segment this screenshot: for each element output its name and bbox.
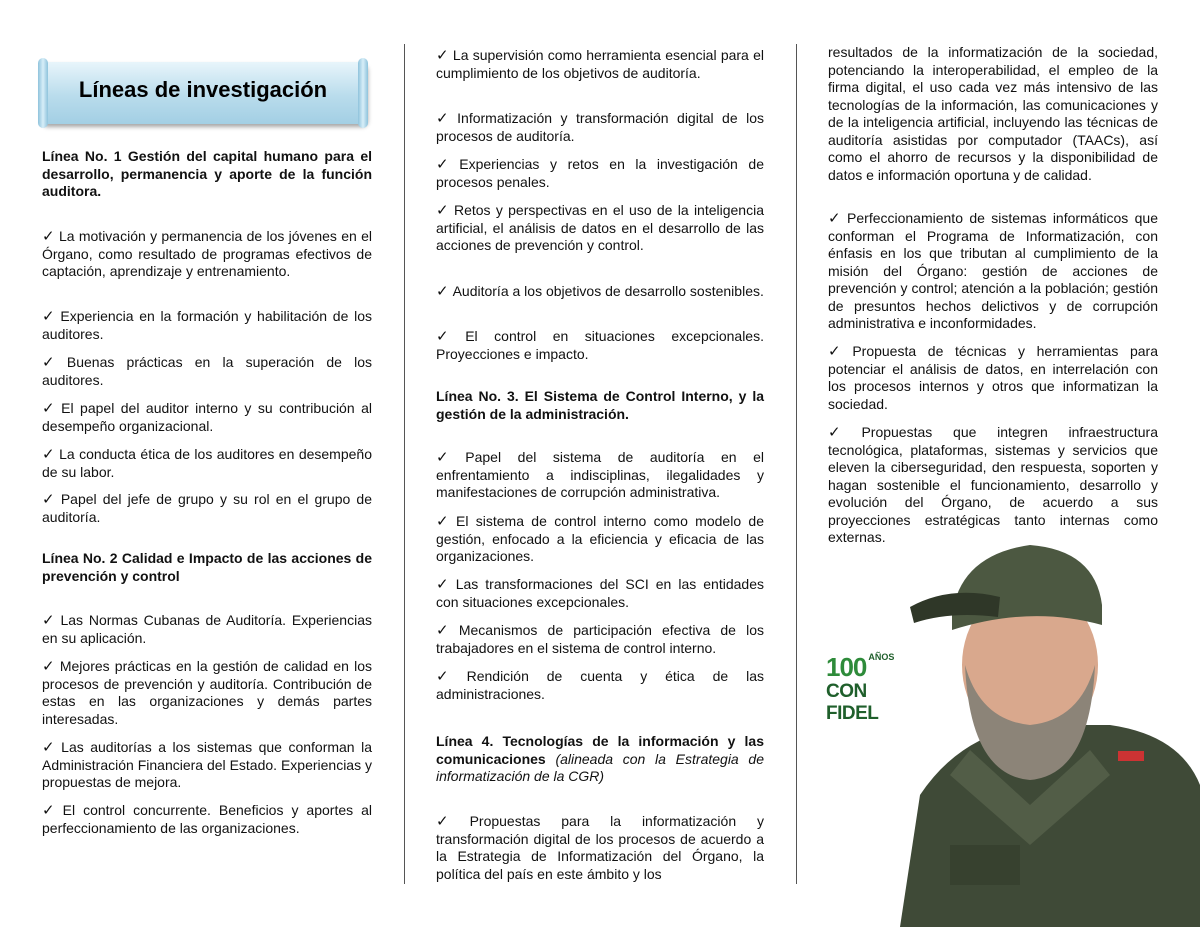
check-icon: ✓ [436, 622, 455, 639]
list-item: ✓ Auditoría a los objetivos de desarrollo sostenibles. [436, 283, 764, 300]
check-icon: ✓ [436, 513, 452, 530]
heading-linea-4: Línea 4. Tecnologías de la información y las comunicaciones (alineada con la Estrategia de informatización de la CGR) [436, 733, 765, 784]
column-divider-2 [796, 44, 797, 884]
list-item: ✓ Propuestas que integren infraestructura tecnológica, plataformas, sistemas y servicios que eleven la ciberseguridad, den respuesta, soporten y hagan sostenible el funcionamiento, desarrollo y evolución del Órgano, de acuerdo a sus proyecciones estratégicas tanto internas como externas. [828, 424, 1158, 545]
list-item: ✓ Informatización y transformación digital de los procesos de auditoría. [436, 110, 764, 144]
list-item: ✓ Retos y perspectivas en el uso de la inteligencia artificial, el análisis de datos en el desarrollo de las acciones de prevención y control. [436, 202, 764, 253]
list-item: ✓ Propuesta de técnicas y herramientas para potenciar el análisis de datos, en interrelación con los procesos internos y otros que informatizan la sociedad. [828, 343, 1158, 412]
check-icon: ✓ [42, 802, 59, 819]
uniform-pocket [950, 845, 1020, 885]
heading-linea-1: Línea No. 1 Gestión del capital humano para el desarrollo, permanencia y aporte de la función auditora. [42, 148, 372, 199]
logo-anos: AÑOS [868, 652, 895, 662]
list-item: ✓ Rendición de cuenta y ética de las administraciones. [436, 668, 764, 702]
check-icon: ✓ [436, 813, 466, 830]
check-icon: ✓ [436, 668, 463, 685]
check-icon: ✓ [42, 228, 55, 245]
check-icon: ✓ [436, 202, 450, 219]
check-icon: ✓ [436, 156, 456, 173]
portrait-photo [880, 545, 1200, 927]
epaulette-badge [1118, 751, 1144, 761]
check-icon: ✓ [436, 110, 454, 127]
list-item: ✓ Perfeccionamiento de sistemas informáticos que conforman el Programa de Informatización, con énfasis en los que tributan al cumplimiento de la misión del Órgano: gestión de acciones de prevención y control; atención a la población; gestión de presuntos hechos delictivos y de corrupción administrativa e inconformidades. [828, 210, 1158, 331]
check-icon: ✓ [42, 491, 57, 508]
check-icon: ✓ [42, 658, 56, 675]
check-icon: ✓ [436, 328, 462, 345]
list-item: ✓ El control concurrente. Beneficios y aportes al perfeccionamiento de las organizaciones. [42, 802, 372, 836]
logo-number: 100 [826, 652, 867, 682]
check-icon: ✓ [436, 283, 449, 300]
logo-con-fidel: CON FIDEL [826, 681, 879, 724]
list-item: ✓ Buenas prácticas en la superación de los auditores. [42, 354, 372, 388]
heading-linea-2: Línea No. 2 Calidad e Impacto de las acciones de prevención y control [42, 550, 372, 584]
list-item: ✓ Papel del jefe de grupo y su rol en el grupo de auditoría. [42, 491, 372, 525]
list-item: ✓ La conducta ética de los auditores en desempeño de su labor. [42, 446, 372, 480]
heading-linea-3: Línea No. 3. El Sistema de Control Interno, y la gestión de la administración. [436, 388, 764, 422]
list-item: ✓ El papel del auditor interno y su contribución al desempeño organizacional. [42, 400, 372, 434]
check-icon: ✓ [436, 449, 462, 466]
page-title: Líneas de investigación [78, 77, 328, 102]
list-item: ✓ Papel del sistema de auditoría en el enfrentamiento a indisciplinas, ilegalidades y manifestaciones de corrupción administrativa. [436, 449, 764, 500]
list-item: ✓ Las auditorías a los sistemas que conforman la Administración Financiera del Estado. Experiencias y propuestas de mejora. [42, 739, 372, 790]
check-icon: ✓ [42, 612, 57, 629]
list-item: ✓ La motivación y permanencia de los jóvenes en el Órgano, como resultado de programas efectivos de captación, aprendizaje y entrenamiento. [42, 228, 372, 279]
list-item: ✓ Mejores prácticas en la gestión de calidad en los procesos de prevención y auditoría. Contribución de estas en las organizaciones y demás partes interesadas. [42, 658, 372, 727]
list-item: ✓ La supervisión como herramienta esencial para el cumplimiento de los objetivos de auditoría. [436, 47, 764, 81]
list-item: ✓ El control en situaciones excepcionales. Proyecciones e impacto. [436, 328, 764, 362]
check-icon: ✓ [42, 739, 58, 756]
list-item: ✓ El sistema de control interno como modelo de gestión, enfocado a la eficiencia y eficacia de las organizaciones. [436, 513, 764, 564]
list-item: ✓ Experiencia en la formación y habilitación de los auditores. [42, 308, 372, 342]
check-icon: ✓ [42, 354, 63, 371]
list-item: ✓ Las Normas Cubanas de Auditoría. Experiencias en su aplicación. [42, 612, 372, 646]
check-icon: ✓ [828, 210, 844, 227]
check-icon: ✓ [436, 576, 452, 593]
list-item: ✓ Mecanismos de participación efectiva de los trabajadores en el sistema de control interno. [436, 622, 764, 656]
list-item: ✓ Experiencias y retos en la investigación de procesos penales. [436, 156, 764, 190]
check-icon: ✓ [42, 308, 57, 325]
check-icon: ✓ [42, 446, 56, 463]
continuation-paragraph: resultados de la informatización de la sociedad, potenciando la interoperabilidad, el empleo de la firma digital, el uso cada vez más intensivo de las tecnologías de la información, las comunicaciones y de la inteligencia artificial, incluyendo las técnicas de auditoría asistidas por computador (TAACs), así como el ahorro de recursos y la disponibilidad de datos e información oportuna y de calidad. [828, 44, 1158, 183]
check-icon: ✓ [42, 400, 58, 417]
list-item: ✓ Propuestas para la informatización y transformación digital de los procesos de acuerdo a la Estrategia de Informatización del Órgano, la política del país en este ámbito y los [436, 813, 764, 882]
check-icon: ✓ [436, 47, 449, 64]
check-icon: ✓ [828, 424, 858, 441]
check-icon: ✓ [828, 343, 849, 360]
list-item: ✓ Las transformaciones del SCI en las entidades con situaciones excepcionales. [436, 576, 764, 610]
column-divider-1 [404, 44, 405, 884]
title-banner [40, 62, 366, 124]
